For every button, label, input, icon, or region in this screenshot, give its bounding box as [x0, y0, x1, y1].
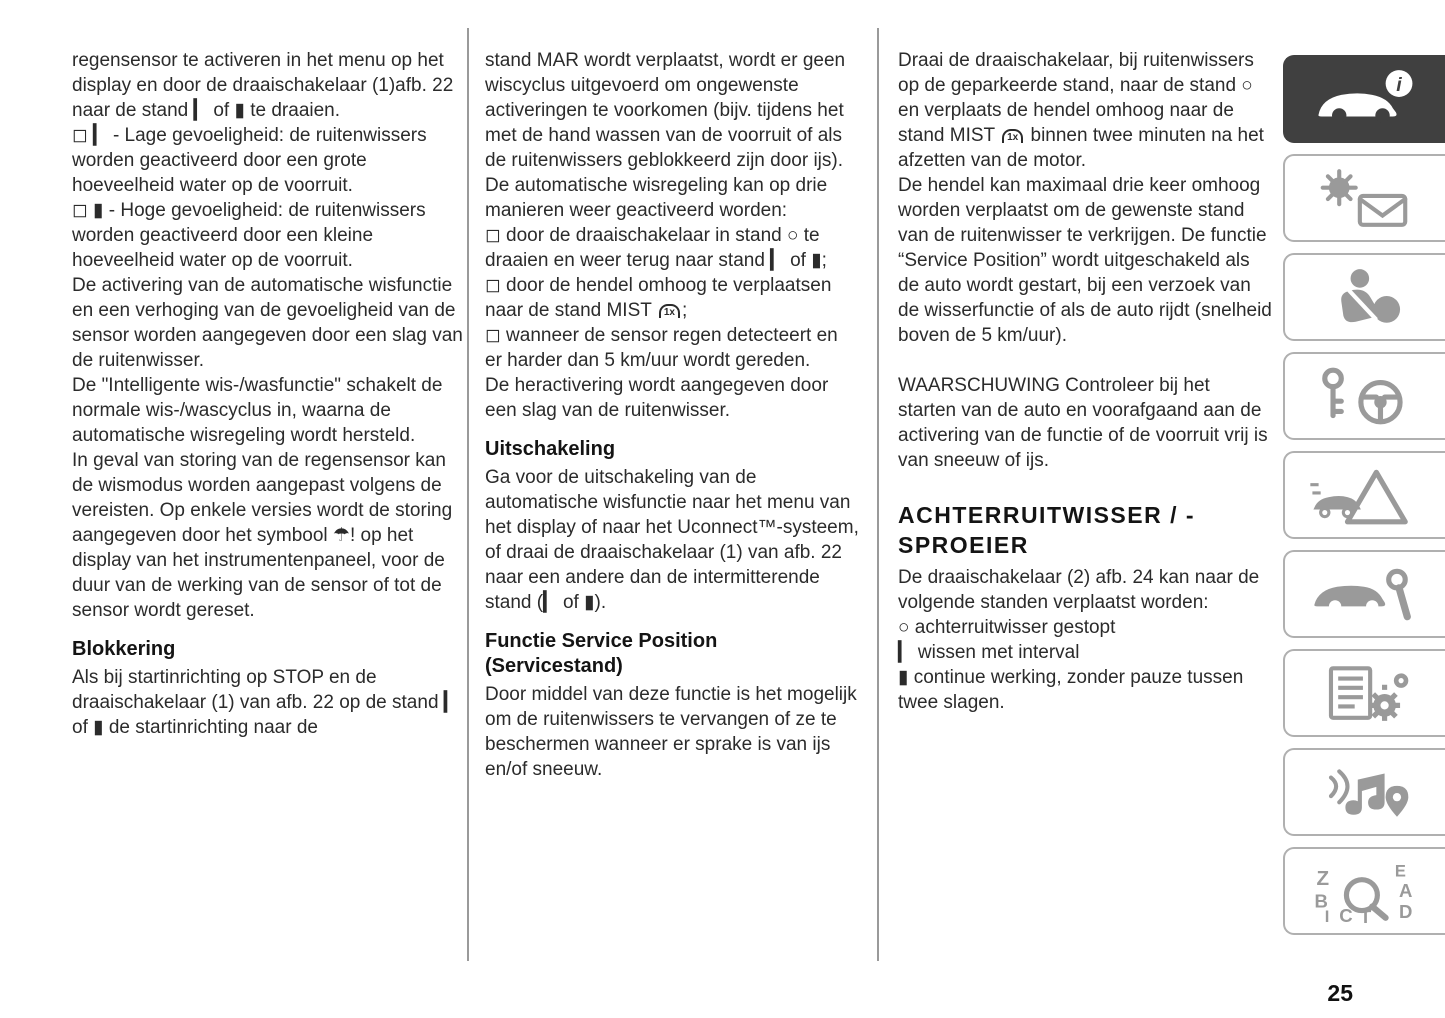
chapter-tab-sidebar	[1283, 55, 1445, 935]
index-letter: A	[1399, 880, 1413, 902]
sidebar-tab-introduction[interactable]	[1283, 55, 1445, 143]
bullet-text: ;	[681, 300, 688, 321]
index-letter: I	[1324, 907, 1330, 924]
list-item-intermittent: ▎ wissen met interval	[898, 642, 1080, 663]
index-letter: Z	[1316, 866, 1330, 890]
index-letter: E	[1394, 862, 1406, 881]
bullet-item: ◻ door de draaischakelaar in stand ○ te draaien en weer terug naar stand ▎ of ▮;	[485, 225, 827, 271]
sidebar-tab-safety[interactable]	[1283, 253, 1445, 341]
warning-paragraph: WAARSCHUWING Controleer bij het starten van de auto en voorafgaand aan de activering van de functie of de voorruit vrij is van sneeuw of ijs.	[898, 375, 1268, 471]
sidebar-tab-technical-data[interactable]	[1283, 649, 1445, 737]
list-item-continuous: ▮ continue werking, zonder pauze tussen twee slagen.	[898, 667, 1244, 713]
paragraph-text: binnen twee minuten na het afzetten van de motor.	[898, 125, 1264, 171]
paragraph-text: Draai de draaischakelaar, bij ruitenwissers op de geparkeerde stand, naar de stand ○ en verplaats de hendel omhoog naar de stand MIST	[898, 50, 1254, 146]
sidebar-tab-instrument-panel-messages[interactable]	[1283, 154, 1445, 242]
sidebar-tab-emergency[interactable]	[1283, 451, 1445, 539]
paragraph: Ga voor de uitschakeling van de automatische wisfunctie naar het menu van het display of naar het Uconnect™-systeem, of draai de draaischakelaar (1) van afb. 22 naar een andere dan de intermitterende stand (▎ of ▮).	[485, 467, 859, 613]
list-item-wiper-stopped: ○ achterruitwisser gestopt	[898, 617, 1116, 638]
car-wrench-icon	[1307, 561, 1423, 627]
warning-light-envelope-icon	[1307, 165, 1423, 231]
paragraph: De automatische wisregeling kan op drie manieren weer geactiveerd worden:	[485, 175, 828, 221]
info-letter: i	[1396, 73, 1402, 96]
key-steering-wheel-icon	[1307, 363, 1423, 429]
multimedia-navigation-icon	[1307, 759, 1423, 825]
paragraph: De "Intelligente wis-/wasfunctie" schakelt de normale wis-/wascyclus in, waarna de automatische wisregeling wordt hersteld.	[72, 375, 443, 446]
sidebar-tab-multimedia[interactable]	[1283, 748, 1445, 836]
sidebar-tab-service-maintenance[interactable]	[1283, 550, 1445, 638]
index-letter: T	[1359, 905, 1372, 924]
alphabetical-index-icon	[1307, 858, 1423, 924]
bullet-low-sensitivity: ◻ ▎ - Lage gevoeligheid: de ruitenwissers worden geactiveerd door een grote hoeveelheid water op de voorruit.	[72, 125, 427, 196]
bullet-item-mist	[485, 273, 859, 323]
index-letter: C	[1339, 904, 1353, 924]
paragraph: stand MAR wordt verplaatst, wordt er geen wiscyclus uitgevoerd om ongewenste activeringen te voorkomen (bijv. tijdens het met de hand wassen van de voorruit of als de ruitenwissers geblokkeerd zijn door ijs).	[485, 50, 846, 171]
paragraph-mist	[898, 48, 1272, 173]
sidebar-tab-alphabetical-index[interactable]	[1283, 847, 1445, 935]
paragraph: De activering van de automatische wisfunctie en een verhoging van de gevoeligheid van de sensor worden aangegeven door een slag van de ruitenwisser.	[72, 275, 463, 371]
bullet-high-sensitivity: ◻ ▮ - Hoge gevoeligheid: de ruitenwissers worden geactiveerd door een kleine hoeveelheid water op de voorruit.	[72, 200, 426, 271]
column-2	[485, 48, 859, 782]
column-1	[72, 48, 464, 740]
section-heading-uitschakeling: Uitschakeling	[485, 438, 616, 460]
sidebar-tab-starting-and-driving[interactable]	[1283, 352, 1445, 440]
airbag-person-icon	[1307, 264, 1423, 330]
paragraph: In geval van storing van de regensensor kan de wismodus worden aangepast volgens de vereisten. Op enkele versies wordt de storing aangegeven door het symbool ☂! op het display van het instrumentenpaneel, voor de duur van de werking van de sensor of tot de sensor wordt gereset.	[72, 450, 453, 621]
column-divider	[877, 28, 879, 961]
paragraph: Als bij startinrichting op STOP en de draaischakelaar (1) van afb. 22 op de stand ▎ of ▮ de startinrichting naar de	[72, 667, 459, 738]
column-divider	[467, 28, 469, 961]
paragraph: De heractivering wordt aangegeven door een slag van de ruitenwisser.	[485, 375, 829, 421]
page-number: 25	[1327, 980, 1353, 1006]
section-heading-service-position: Functie Service Position (Servicestand)	[485, 630, 718, 677]
spec-sheet-gear-icon	[1307, 660, 1423, 726]
bullet-item: ◻ wanneer de sensor regen detecteert en er harder dan 5 km/uur wordt gereden.	[485, 325, 838, 371]
mist-wiper-icon: 1x	[659, 304, 680, 318]
section-heading-blokkering: Blokkering	[72, 638, 176, 660]
paragraph: De hendel kan maximaal drie keer omhoog worden verplaatst om de gewenste stand van de ruitenwisser te verkrijgen. De functie “Service Position” wordt uitgeschakeld als de auto wordt gestart, bij een verzoek van de wisserfunctie of als de auto rijdt (snelheid boven de 5 km/uur).	[898, 175, 1272, 346]
warning-triangle-car-icon	[1307, 462, 1423, 528]
paragraph: Door middel van deze functie is het mogelijk om de ruitenwissers te vervangen of ze te beschermen wanneer er sprake is van ijs en/of sneeuw.	[485, 684, 857, 780]
chapter-heading-achterruitwisser: ACHTERRUITWISSER / - SPROEIER	[898, 502, 1196, 558]
paragraph: De draaischakelaar (2) afb. 24 kan naar de volgende standen verplaatst worden:	[898, 567, 1260, 613]
paragraph: regensensor te activeren in het menu op het display en door de draaischakelaar (1)afb. 22 naar de stand ▎ of ▮ te draaien.	[72, 50, 454, 121]
mist-wiper-icon: 1x	[1002, 129, 1023, 143]
column-3	[898, 48, 1272, 715]
bullet-text: ◻ door de hendel omhoog te verplaatsen naar de stand MIST	[485, 275, 832, 321]
index-letter: D	[1399, 900, 1413, 922]
index-letter: B	[1314, 890, 1328, 912]
car-info-icon	[1307, 66, 1423, 132]
